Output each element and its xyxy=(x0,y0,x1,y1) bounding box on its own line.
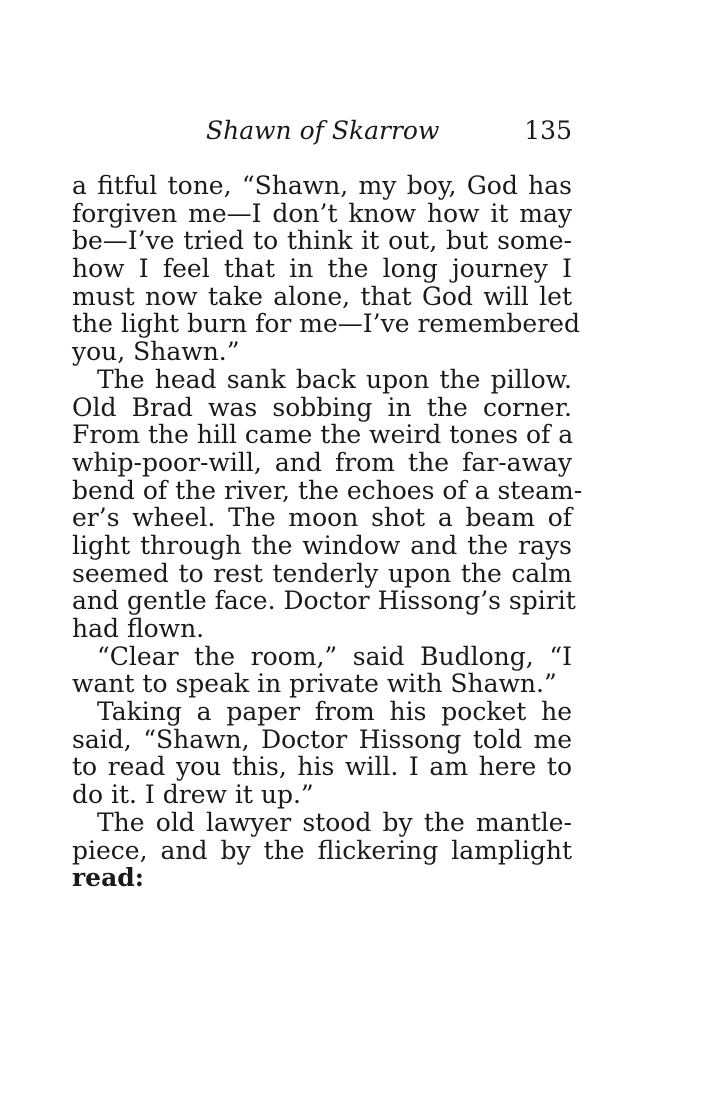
text-line: bend of the river, the echoes of a steam- xyxy=(72,475,583,505)
text-line: read: xyxy=(72,863,144,893)
text-line: said, “Shawn, Doctor Hissong told me xyxy=(72,724,572,754)
text-line: light through the window and the rays xyxy=(72,530,572,560)
running-head xyxy=(72,113,572,149)
text-line: how I feel that in the long journey I xyxy=(72,254,572,284)
running-title: Shawn of Skarrow xyxy=(206,116,440,145)
text-line: Taking a paper from his pocket he xyxy=(97,697,572,727)
text-line: do it. I drew it up.” xyxy=(72,780,314,810)
text-line: er’s wheel. The moon shot a beam of xyxy=(72,503,572,533)
body-text xyxy=(72,171,583,893)
text-line: The old lawyer stood by the mantle- xyxy=(97,807,572,837)
text-line: “Clear the room,” said Budlong, “I xyxy=(97,641,572,671)
text-line: be—I’ve tried to think it out, but some- xyxy=(72,226,572,256)
page-number: 135 xyxy=(524,116,572,145)
text-line: the light burn for me—I’ve remembered xyxy=(72,309,580,339)
text-line: seemed to rest tenderly upon the calm xyxy=(72,558,572,588)
text-line: must now take alone, that God will let xyxy=(72,281,572,311)
text-line: Old Brad was sobbing in the corner. xyxy=(72,392,572,422)
text-line: forgiven me—I don’t know how it may xyxy=(72,198,572,228)
text-line: whip-poor-will, and from the far-away xyxy=(72,447,572,477)
text-line: The head sank back upon the pillow. xyxy=(97,364,572,394)
text-line: piece, and by the flickering lamplight xyxy=(72,835,572,865)
text-line: you, Shawn.” xyxy=(72,337,240,367)
text-line: want to speak in private with Shawn.” xyxy=(72,669,557,699)
text-line: to read you this, his will. I am here to xyxy=(72,752,572,782)
text-line: had flown. xyxy=(72,614,205,643)
text-line: a fitful tone, “Shawn, my boy, God has xyxy=(72,171,572,200)
text-line: From the hill came the weird tones of a xyxy=(72,420,574,450)
text-line: and gentle face. Doctor Hissong’s spirit xyxy=(72,586,576,616)
